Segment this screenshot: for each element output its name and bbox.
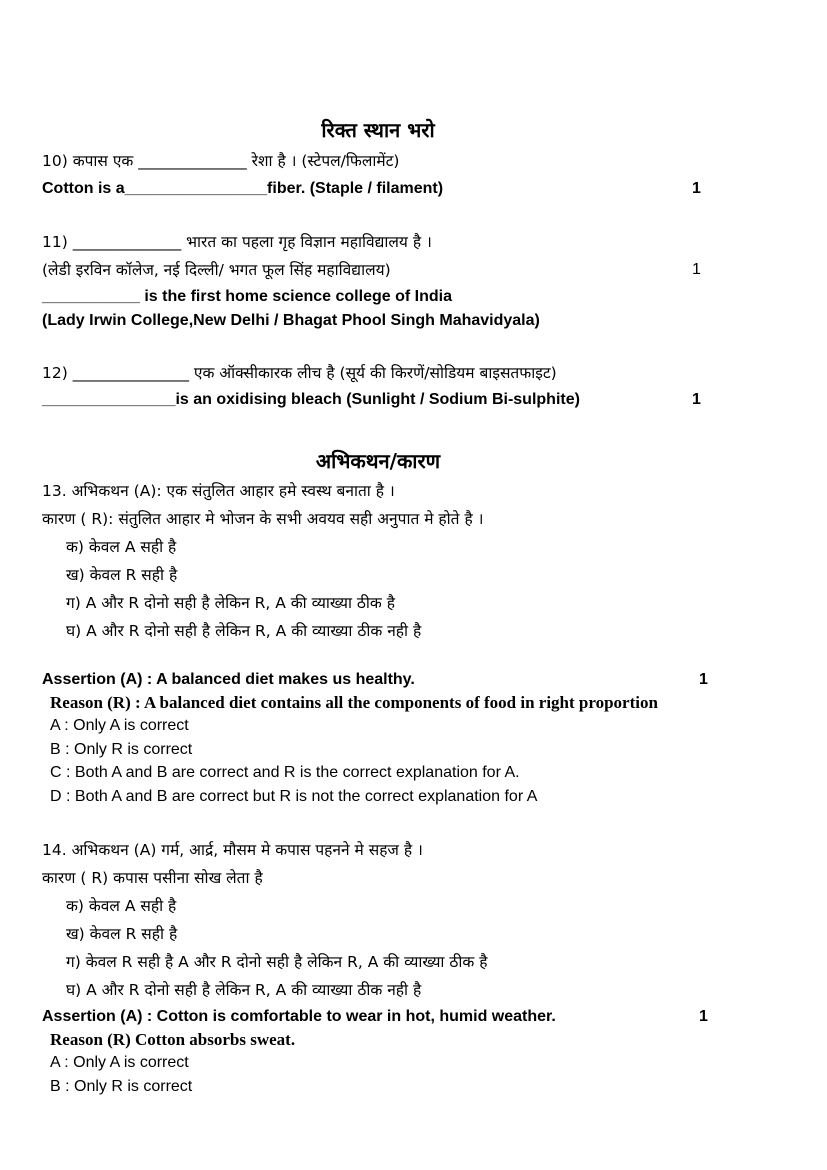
q14-hindi-option-c: ग) केवल R सही है A और R दोनो सही है लेकिन R, A की व्याख्या ठीक है (66, 953, 488, 971)
q11-english: ___________ is the first home science college of India (42, 288, 452, 305)
q14-english-assertion: Assertion (A) : Cotton is comfortable to wear in hot, humid weather. (42, 1008, 556, 1025)
q14-hindi-reason: कारण ( R) कपास पसीना सोख लेता है (42, 869, 263, 887)
q14-english-reason: Reason (R) Cotton absorbs sweat. (50, 1030, 296, 1049)
q14-hindi-option-b: ख) केवल R सही है (66, 925, 178, 943)
q14-hindi-option-a: क) केवल A सही है (66, 897, 177, 915)
q12-hindi: 12) _______________ एक ऑक्सीकारक लीच है (सूर्य की किरणें/सोडियम बाइसतफाइट) (42, 364, 557, 382)
q10-hindi: 10) कपास एक ______________ रेशा है । (स्टेपल/फिलामेंट) (42, 152, 400, 170)
q13-marks: 1 (699, 671, 708, 688)
q11-english-options: (Lady Irwin College,New Delhi / Bhagat Phool Singh Mahavidyala) (42, 312, 540, 329)
q13-hindi-reason: कारण ( R): संतुलित आहार मे भोजन के सभी अवयव सही अनुपात मे होते है । (42, 510, 484, 528)
q12-marks: 1 (692, 391, 701, 408)
q14-marks: 1 (699, 1008, 708, 1025)
q10-marks: 1 (692, 180, 701, 197)
q11-hindi: 11) ______________ भारत का पहला गृह विज्ञान महाविद्यालय है । (42, 233, 432, 251)
q13-hindi-option-b: ख) केवल R सही है (66, 566, 178, 584)
q13-hindi-option-a: क) केवल A सही है (66, 538, 177, 556)
q13-hindi-option-c: ग) A और R दोनो सही है लेकिन R, A की व्याख्या ठीक है (66, 594, 395, 612)
q14-hindi-option-d: घ) A और R दोनो सही है लेकिन R, A की व्याख्या ठीक नही है (66, 981, 422, 999)
q14-hindi-assertion: 14. अभिकथन (A) गर्म, आर्द्र, मौसम मे कपास पहनने मे सहज है । (42, 841, 423, 859)
q13-english-assertion: Assertion (A) : A balanced diet makes us healthy. (42, 671, 415, 688)
q13-english-option-b: B : Only R is correct (50, 741, 193, 758)
section-heading-assertion-reason: अभिकथन/कारण (315, 449, 441, 473)
q10-english: Cotton is a________________fiber. (Staple / filament) (42, 180, 444, 197)
q11-hindi-options: (लेडी इरविन कॉलेज, नई दिल्ली/ भगत फूल सिंह महाविद्यालय) (42, 261, 391, 279)
section-heading-fill-blanks: रिक्त स्थान भरो (321, 118, 435, 142)
q13-english-option-c: C : Both A and B are correct and R is the correct explanation for A. (50, 764, 520, 781)
q13-english-reason: Reason (R) : A balanced diet contains all the components of food in right proportion (50, 693, 658, 712)
q14-english-option-b: B : Only R is correct (50, 1078, 193, 1095)
q13-english-option-d: D : Both A and B are correct but R is not the correct explanation for A (50, 788, 538, 805)
q13-english-option-a: A : Only A is correct (50, 717, 189, 734)
q12-english: _______________is an oxidising bleach (Sunlight / Sodium Bi-sulphite) (42, 391, 580, 408)
q13-hindi-option-d: घ) A और R दोनो सही है लेकिन R, A की व्याख्या ठीक नही है (66, 622, 422, 640)
q13-hindi-assertion: 13. अभिकथन (A): एक संतुलित आहार हमे स्वस्थ बनाता है । (42, 482, 395, 500)
q11-marks: 1 (692, 261, 701, 278)
q14-english-option-a: A : Only A is correct (50, 1054, 189, 1071)
